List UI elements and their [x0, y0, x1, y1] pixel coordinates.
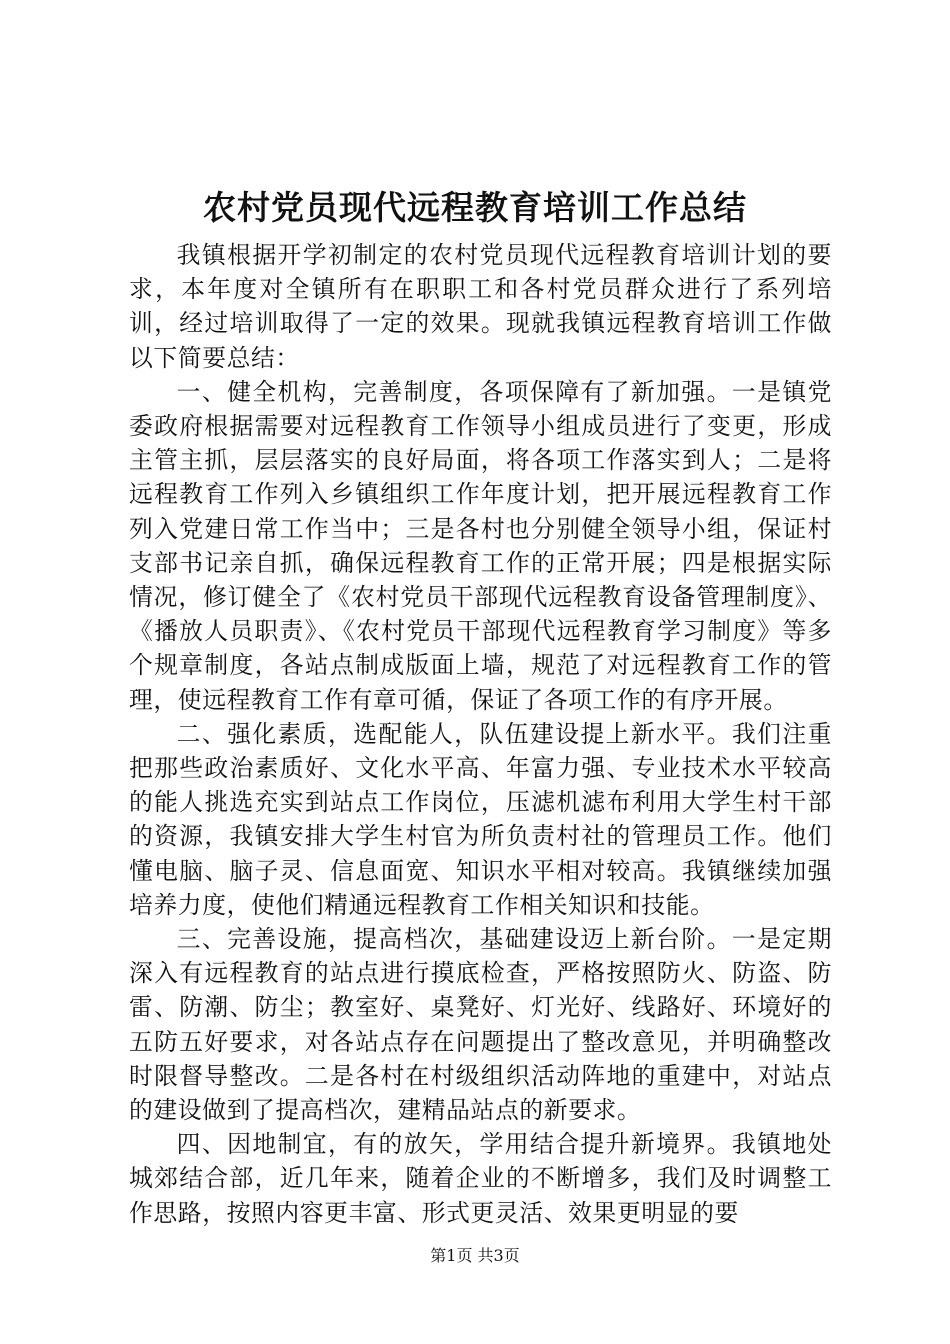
document-title: 农村党员现代远程教育培训工作总结 [203, 188, 747, 227]
page-number-footer: 第1页 共3页 [430, 1246, 520, 1265]
paragraph-section-2: 二、强化素质，选配能人，队伍建设提上新水平。我们注重把那些政治素质好、文化水平高、年富力强、专业技术水平较高的能人挑选充实到站点工作岗位，压滤机滤布利用大学生村干部的资源，我镇安排大学生村官为所负责村社的管理员工作。他们懂电脑、脑子灵、信息面宽、知识水平相对较高。我镇继续加强培养力度，使他们精通远程教育工作相关知识和技能。 [129, 719, 832, 919]
paragraph-intro: 我镇根据开学初制定的农村党员现代远程教育培训计划的要求，本年度对全镇所有在职职工和各村党员群众进行了系列培训，经过培训取得了一定的效果。现就我镇远程教育培训工作做以下简要总结： [129, 241, 832, 372]
paragraph-section-1: 一、健全机构，完善制度，各项保障有了新加强。一是镇党委政府根据需要对远程教育工作领导小组成员进行了变更，形成主管主抓，层层落实的良好局面，将各项工作落实到人；二是将远程教育工作列入乡镇组织工作年度计划，把开展远程教育工作列入党建日常工作当中；三是各村也分别健全领导小组，保证村支部书记亲自抓，确保远程教育工作的正常开展；四是根据实际情况，修订健全了《农村党员干部现代远程教育设备管理制度》、《播放人员职责》、《农村党员干部现代远程教育学习制度》等多个规章制度，各站点制成版面上墙，规范了对远程教育工作的管理，使远程教育工作有章可循，保证了各项工作的有序开展。 [129, 377, 832, 714]
paragraph-section-3: 三、完善设施，提高档次，基础建设迈上新台阶。一是定期深入有远程教育的站点进行摸底检查，严格按照防火、防盗、防雷、防潮、防尘；教室好、桌凳好、灯光好、线路好、环境好的五防五好要求，对各站点存在问题提出了整改意见，并明确整改时限督导整改。二是各村在村级组织活动阵地的重建中，对站点的建设做到了提高档次，建精品站点的新要求。 [129, 925, 832, 1125]
paragraph-section-4: 四、因地制宜，有的放矢，学用结合提升新境界。我镇地处城郊结合部，近几年来，随着企业的不断增多，我们及时调整工作思路，按照内容更丰富、形式更灵活、效果更明显的要 [129, 1130, 832, 1227]
document-body [129, 238, 832, 1230]
